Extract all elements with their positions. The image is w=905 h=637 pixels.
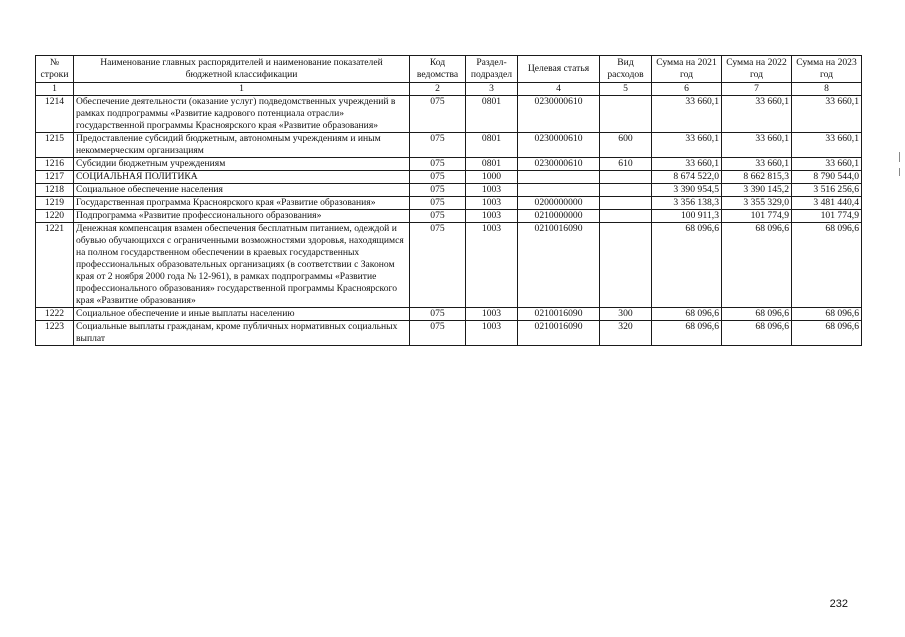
- column-index: 7: [722, 83, 792, 96]
- table-row: [36, 197, 862, 210]
- cell-name: Обеспечение деятельности (оказание услуг) подведомственных учреждений в рамках подпрограммы «Развитие кадрового потенциала отрасли» государственной программы Красноярского края «Развитие образования»: [74, 96, 410, 133]
- cell-expense-type: [600, 184, 652, 197]
- cell-expense-type: 610: [600, 158, 652, 171]
- header-name: Наименование главных распорядителей и наименование показателей бюджетной классификации: [74, 56, 410, 83]
- column-index: 2: [410, 83, 466, 96]
- cell-row-no: 1221: [36, 223, 74, 308]
- scan-edge-mark: [899, 152, 900, 162]
- cell-target-article: 0230000610: [518, 158, 600, 171]
- scan-edge-mark: [899, 168, 900, 176]
- cell-target-article: 0230000610: [518, 133, 600, 158]
- cell-sum-2023: 33 660,1: [792, 96, 862, 133]
- cell-sum-2022: 3 355 329,0: [722, 197, 792, 210]
- cell-sum-2022: 33 660,1: [722, 133, 792, 158]
- cell-dept-code: 075: [410, 184, 466, 197]
- cell-expense-type: 300: [600, 308, 652, 321]
- header-expense-type: Вид расходов: [600, 56, 652, 83]
- column-index: 3: [466, 83, 518, 96]
- cell-sum-2021: 68 096,6: [652, 223, 722, 308]
- cell-section: 1003: [466, 197, 518, 210]
- cell-sum-2021: 33 660,1: [652, 133, 722, 158]
- cell-sum-2023: 68 096,6: [792, 321, 862, 346]
- cell-name: Подпрограмма «Развитие профессионального образования»: [74, 210, 410, 223]
- cell-target-article: 0210016090: [518, 321, 600, 346]
- cell-dept-code: 075: [410, 96, 466, 133]
- cell-row-no: 1219: [36, 197, 74, 210]
- budget-table: [35, 55, 862, 346]
- table-row: [36, 184, 862, 197]
- cell-sum-2021: 68 096,6: [652, 321, 722, 346]
- header-sum-2023: Сумма на 2023 год: [792, 56, 862, 83]
- cell-section: 1003: [466, 184, 518, 197]
- cell-sum-2023: 3 481 440,4: [792, 197, 862, 210]
- cell-dept-code: 075: [410, 171, 466, 184]
- cell-dept-code: 075: [410, 308, 466, 321]
- column-index: 6: [652, 83, 722, 96]
- cell-section: 1003: [466, 210, 518, 223]
- cell-expense-type: [600, 96, 652, 133]
- cell-dept-code: 075: [410, 133, 466, 158]
- column-index-row: [36, 83, 862, 96]
- cell-sum-2021: 8 674 522,0: [652, 171, 722, 184]
- cell-target-article: 0200000000: [518, 197, 600, 210]
- column-index: 5: [600, 83, 652, 96]
- cell-sum-2022: 68 096,6: [722, 321, 792, 346]
- header-sum-2022: Сумма на 2022 год: [722, 56, 792, 83]
- cell-row-no: 1220: [36, 210, 74, 223]
- cell-sum-2023: 3 516 256,6: [792, 184, 862, 197]
- cell-sum-2023: 68 096,6: [792, 223, 862, 308]
- table-row: [36, 96, 862, 133]
- column-index: 1: [74, 83, 410, 96]
- cell-sum-2023: 101 774,9: [792, 210, 862, 223]
- table-row: [36, 171, 862, 184]
- cell-sum-2021: 3 390 954,5: [652, 184, 722, 197]
- cell-row-no: 1214: [36, 96, 74, 133]
- cell-sum-2022: 8 662 815,3: [722, 171, 792, 184]
- cell-sum-2022: 68 096,6: [722, 308, 792, 321]
- cell-sum-2023: 33 660,1: [792, 133, 862, 158]
- cell-sum-2022: 68 096,6: [722, 223, 792, 308]
- cell-name: СОЦИАЛЬНАЯ ПОЛИТИКА: [74, 171, 410, 184]
- cell-section: 1003: [466, 223, 518, 308]
- cell-row-no: 1218: [36, 184, 74, 197]
- table-body: [36, 96, 862, 346]
- cell-name: Субсидии бюджетным учреждениям: [74, 158, 410, 171]
- cell-name: Государственная программа Красноярского края «Развитие образования»: [74, 197, 410, 210]
- cell-target-article: 0210016090: [518, 223, 600, 308]
- cell-expense-type: [600, 171, 652, 184]
- cell-row-no: 1216: [36, 158, 74, 171]
- cell-dept-code: 075: [410, 210, 466, 223]
- cell-row-no: 1222: [36, 308, 74, 321]
- table-row: [36, 210, 862, 223]
- cell-sum-2022: 101 774,9: [722, 210, 792, 223]
- cell-target-article: [518, 184, 600, 197]
- column-index: 8: [792, 83, 862, 96]
- cell-sum-2021: 33 660,1: [652, 158, 722, 171]
- table-row: [36, 223, 862, 308]
- cell-sum-2021: 100 911,3: [652, 210, 722, 223]
- cell-expense-type: [600, 223, 652, 308]
- cell-dept-code: 075: [410, 158, 466, 171]
- cell-sum-2023: 8 790 544,0: [792, 171, 862, 184]
- table-row: [36, 321, 862, 346]
- column-index: 4: [518, 83, 600, 96]
- header-dept-code: Код ведомства: [410, 56, 466, 83]
- header-target-article: Целевая статья: [518, 56, 600, 83]
- cell-section: 0801: [466, 158, 518, 171]
- cell-sum-2022: 3 390 145,2: [722, 184, 792, 197]
- cell-expense-type: [600, 210, 652, 223]
- cell-dept-code: 075: [410, 197, 466, 210]
- cell-target-article: 0210000000: [518, 210, 600, 223]
- header-section: Раздел-подраздел: [466, 56, 518, 83]
- page-number: 232: [829, 598, 848, 610]
- cell-sum-2021: 68 096,6: [652, 308, 722, 321]
- cell-target-article: 0230000610: [518, 96, 600, 133]
- table-row: [36, 133, 862, 158]
- column-index: 1: [36, 83, 74, 96]
- cell-sum-2021: 33 660,1: [652, 96, 722, 133]
- cell-expense-type: 600: [600, 133, 652, 158]
- table-row: [36, 308, 862, 321]
- header-sum-2021: Сумма на 2021 год: [652, 56, 722, 83]
- cell-dept-code: 075: [410, 223, 466, 308]
- cell-sum-2021: 3 356 138,3: [652, 197, 722, 210]
- cell-section: 0801: [466, 96, 518, 133]
- cell-expense-type: [600, 197, 652, 210]
- cell-name: Социальное обеспечение населения: [74, 184, 410, 197]
- cell-row-no: 1223: [36, 321, 74, 346]
- cell-section: 1000: [466, 171, 518, 184]
- cell-section: 1003: [466, 321, 518, 346]
- header-row-no: № строки: [36, 56, 74, 83]
- cell-row-no: 1217: [36, 171, 74, 184]
- table-row: [36, 158, 862, 171]
- cell-name: Денежная компенсация взамен обеспечения бесплатным питанием, одеждой и обувью обучающихся с ограниченными возможностями здоровья, находящимся на полном государственном обеспечении в краевых государственных профессиональных образовательных организациях (в соответствии с Законом края от 2 ноября 2000 года № 12-961), в рамках подпрограммы «Развитие профессионального образования» государственной программы Красноярского края «Развитие образования»: [74, 223, 410, 308]
- cell-name: Социальное обеспечение и иные выплаты населению: [74, 308, 410, 321]
- table-header: [36, 56, 862, 96]
- cell-target-article: 0210016090: [518, 308, 600, 321]
- cell-dept-code: 075: [410, 321, 466, 346]
- cell-sum-2022: 33 660,1: [722, 96, 792, 133]
- cell-sum-2023: 33 660,1: [792, 158, 862, 171]
- cell-sum-2023: 68 096,6: [792, 308, 862, 321]
- budget-table-container: [35, 55, 861, 346]
- cell-name: Социальные выплаты гражданам, кроме публичных нормативных социальных выплат: [74, 321, 410, 346]
- cell-sum-2022: 33 660,1: [722, 158, 792, 171]
- cell-section: 1003: [466, 308, 518, 321]
- cell-row-no: 1215: [36, 133, 74, 158]
- cell-expense-type: 320: [600, 321, 652, 346]
- cell-section: 0801: [466, 133, 518, 158]
- cell-name: Предоставление субсидий бюджетным, автономным учреждениям и иным некоммерческим организациям: [74, 133, 410, 158]
- cell-target-article: [518, 171, 600, 184]
